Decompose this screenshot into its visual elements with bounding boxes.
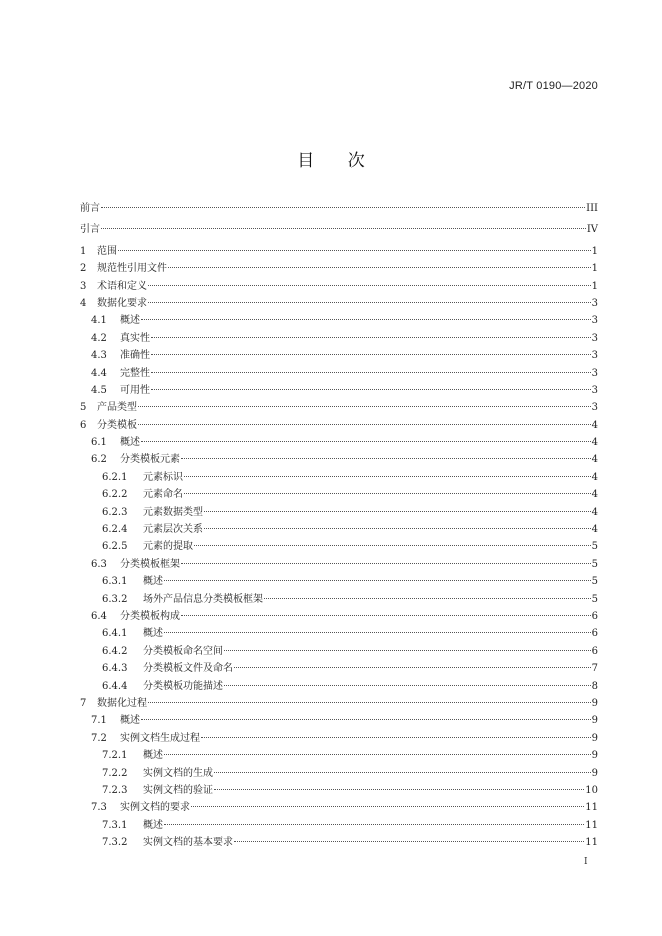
- toc-entry[interactable]: [80, 434, 598, 451]
- toc-entry-number: 7.3.1: [102, 819, 128, 831]
- toc-entry-page: 3: [591, 367, 598, 379]
- toc-leader-dots: [141, 719, 591, 720]
- toc-entry[interactable]: [80, 591, 598, 608]
- toc-entry-label: 实例文档的要求: [120, 802, 190, 814]
- toc-entry-page: III: [586, 203, 598, 214]
- toc-entry-label: 真实性: [120, 332, 150, 344]
- toc-entry[interactable]: [80, 556, 598, 573]
- toc-entry-label: 元素数据类型: [143, 506, 203, 518]
- toc-leader-dots: [141, 319, 591, 320]
- toc-entry-number: 6.4.2: [102, 645, 128, 657]
- toc-entry[interactable]: [80, 504, 598, 521]
- toc-entry[interactable]: [80, 347, 598, 364]
- toc-entry[interactable]: [80, 747, 598, 764]
- toc-entry-page: 5: [591, 593, 598, 605]
- toc-entry[interactable]: [80, 834, 598, 851]
- toc-leader-dots: [201, 737, 591, 738]
- toc-entry-number: 7.3: [91, 802, 107, 814]
- toc-leader-dots: [204, 511, 591, 512]
- toc-entry-page: 5: [591, 541, 598, 553]
- toc-entry[interactable]: [80, 330, 598, 347]
- toc-entry[interactable]: [80, 295, 598, 312]
- toc-entry-page: 3: [591, 384, 598, 396]
- toc-leader-dots: [204, 528, 591, 529]
- toc-entry-page: 1: [591, 263, 598, 275]
- toc-entry-label: 概述: [143, 819, 163, 831]
- toc-entry-page: 4: [591, 506, 598, 518]
- toc-leader-dots: [264, 598, 591, 599]
- toc-entry-page: 9: [591, 697, 598, 709]
- toc-entry-number: 5: [80, 402, 87, 414]
- toc-entry-number: 6.2.4: [102, 524, 128, 536]
- toc-entry-label: 术语和定义: [97, 280, 147, 292]
- toc-entry-label: 实例文档生成过程: [120, 732, 200, 744]
- toc-entry-page: 3: [591, 402, 598, 414]
- toc-entry-label: 规范性引用文件: [97, 263, 167, 275]
- toc-entry[interactable]: [80, 451, 598, 468]
- toc-entry-page: 9: [591, 750, 598, 762]
- toc-entry-label: 范围: [97, 245, 117, 257]
- toc-entry-label: 场外产品信息分类模板框架: [143, 593, 263, 605]
- toc-entry-label: 可用性: [120, 384, 150, 396]
- toc-entry-page: 4: [591, 524, 598, 536]
- toc-entry-page: 6: [591, 610, 598, 622]
- toc-entry-label: 实例文档的生成: [143, 767, 213, 779]
- toc-entry-page: 9: [591, 767, 598, 779]
- toc-entry-number: 6.1: [91, 437, 107, 449]
- toc-entry-number: 6.4.4: [102, 680, 128, 692]
- toc-entry-page: 11: [585, 802, 598, 814]
- toc-entry[interactable]: [80, 417, 598, 434]
- toc-leader-dots: [148, 302, 591, 303]
- toc-entry[interactable]: [80, 678, 598, 695]
- toc-leader-dots: [148, 285, 591, 286]
- toc-entry-label: 分类模板构成: [120, 610, 180, 622]
- toc-entry[interactable]: [80, 625, 598, 642]
- toc-entry-number: 6.2.3: [102, 506, 128, 518]
- toc-entry[interactable]: [80, 382, 598, 399]
- toc-entry[interactable]: [80, 260, 598, 277]
- toc-leader-dots: [194, 545, 591, 546]
- toc-entry-page: 1: [591, 245, 598, 257]
- toc-entry-label: 引言: [80, 224, 100, 236]
- toc-entry[interactable]: [80, 278, 598, 295]
- toc-entry-page: 3: [591, 297, 598, 309]
- toc-entry-number: 7.2.1: [102, 750, 128, 762]
- toc-entry-label: 分类模板文件及命名: [143, 663, 233, 675]
- toc-leader-dots: [214, 789, 584, 790]
- toc-entry-label: 数据化要求: [97, 297, 147, 309]
- toc-entry-label: 元素层次关系: [143, 524, 203, 536]
- toc-entry-page: 7: [591, 663, 598, 675]
- toc-entry[interactable]: [80, 538, 598, 555]
- toc-entry-page: 10: [585, 784, 598, 796]
- toc-entry-number: 7.2: [91, 732, 107, 744]
- toc-leader-dots: [148, 702, 591, 703]
- toc-leader-dots: [184, 493, 591, 494]
- toc-entry[interactable]: [80, 643, 598, 660]
- toc-entry-page: 4: [591, 419, 598, 431]
- toc-entry-number: 6.2.2: [102, 489, 128, 501]
- toc-entry-label: 概述: [120, 437, 140, 449]
- toc-entry[interactable]: [80, 799, 598, 816]
- page-title: 目 次: [297, 151, 379, 171]
- toc-entry-page: 8: [591, 680, 598, 692]
- toc-entry-number: 6.3.2: [102, 593, 128, 605]
- toc-entry-label: 概述: [120, 715, 140, 727]
- toc-entry-number: 4: [80, 297, 87, 309]
- toc-leader-dots: [224, 650, 591, 651]
- toc-leader-dots: [164, 580, 591, 581]
- toc-entry[interactable]: [80, 608, 598, 625]
- toc-entry-label: 准确性: [120, 350, 150, 362]
- toc-entry-number: 6.3.1: [102, 576, 128, 588]
- toc-leader-dots: [151, 337, 591, 338]
- toc-leader-dots: [164, 632, 591, 633]
- toc-leader-dots: [138, 406, 591, 407]
- page-number: I: [584, 857, 588, 867]
- toc-entry-label: 分类模板命名空间: [143, 645, 223, 657]
- toc-entry-label: 完整性: [120, 367, 150, 379]
- toc-entry-number: 6.4.3: [102, 663, 128, 675]
- toc-leader-dots: [181, 458, 591, 459]
- toc-entry[interactable]: [80, 221, 598, 238]
- toc-leader-dots: [181, 563, 591, 564]
- toc-entry-number: 4.2: [91, 332, 107, 344]
- toc-entry-number: 7.1: [91, 715, 107, 727]
- toc-leader-dots: [234, 841, 584, 842]
- toc-entry-page: 5: [591, 558, 598, 570]
- toc-entry-number: 6.4: [91, 610, 107, 622]
- toc-entry-page: 1: [591, 280, 598, 292]
- toc-entry-page: 3: [591, 315, 598, 327]
- toc-leader-dots: [234, 667, 591, 668]
- toc-entry-number: 7.2.2: [102, 767, 128, 779]
- document-code: JR/T 0190—2020: [509, 80, 598, 92]
- toc-leader-dots: [224, 685, 591, 686]
- toc-entry-number: 2: [80, 263, 87, 275]
- toc-entry-label: 分类模板框架: [120, 558, 180, 570]
- toc-entry-label: 产品类型: [97, 402, 137, 414]
- toc-entry-number: 3: [80, 280, 87, 292]
- toc-entry-number: 6.2: [91, 454, 107, 466]
- toc-leader-dots: [151, 354, 591, 355]
- toc-entry-label: 概述: [120, 315, 140, 327]
- toc-leader-dots: [181, 615, 591, 616]
- toc-entry-page: 6: [591, 645, 598, 657]
- toc-entry-page: 6: [591, 628, 598, 640]
- toc-entry-number: 6.4.1: [102, 628, 128, 640]
- toc-leader-dots: [214, 772, 591, 773]
- table-of-contents: [80, 200, 598, 851]
- toc-entry[interactable]: [80, 660, 598, 677]
- toc-entry[interactable]: [80, 312, 598, 329]
- toc-entry-number: 4.3: [91, 350, 107, 362]
- toc-entry-page: 9: [591, 715, 598, 727]
- toc-entry[interactable]: [80, 782, 598, 799]
- toc-entry-label: 元素的提取: [143, 541, 193, 553]
- toc-leader-dots: [118, 250, 591, 251]
- toc-entry-number: 6.2.1: [102, 471, 128, 483]
- toc-leader-dots: [101, 207, 585, 208]
- toc-entry[interactable]: [80, 521, 598, 538]
- toc-entry[interactable]: [80, 712, 598, 729]
- toc-leader-dots: [138, 424, 591, 425]
- toc-entry-number: 4.4: [91, 367, 107, 379]
- toc-entry-label: 元素标识: [143, 471, 183, 483]
- toc-leader-dots: [151, 389, 591, 390]
- toc-entry-page: 4: [591, 437, 598, 449]
- toc-leader-dots: [151, 372, 591, 373]
- toc-entry[interactable]: [80, 365, 598, 382]
- toc-entry[interactable]: [80, 486, 598, 503]
- toc-entry[interactable]: [80, 399, 598, 416]
- toc-entry-page: 3: [591, 332, 598, 344]
- toc-entry-number: 1: [80, 245, 87, 257]
- toc-entry-label: 数据化过程: [97, 697, 147, 709]
- toc-entry-number: 7: [80, 697, 87, 709]
- toc-entry-number: 4.5: [91, 384, 107, 396]
- toc-entry-number: 6.3: [91, 558, 107, 570]
- toc-entry-label: 分类模板元素: [120, 454, 180, 466]
- toc-entry[interactable]: [80, 730, 598, 747]
- toc-leader-dots: [191, 806, 584, 807]
- toc-entry-page: 3: [591, 350, 598, 362]
- toc-entry-label: 概述: [143, 628, 163, 640]
- toc-entry[interactable]: [80, 817, 598, 834]
- toc-leader-dots: [168, 267, 591, 268]
- toc-entry-label: 分类模板: [97, 419, 137, 431]
- toc-entry-page: 4: [591, 454, 598, 466]
- toc-entry-number: 6.2.5: [102, 541, 128, 553]
- toc-entry-number: 6: [80, 419, 87, 431]
- toc-entry-number: 7.3.2: [102, 837, 128, 849]
- toc-entry-page: IV: [586, 224, 598, 236]
- toc-entry[interactable]: [80, 695, 598, 712]
- toc-entry[interactable]: [80, 200, 598, 217]
- toc-entry[interactable]: [80, 765, 598, 782]
- toc-leader-dots: [141, 441, 591, 442]
- toc-leader-dots: [101, 228, 586, 229]
- toc-entry-page: 4: [591, 471, 598, 483]
- toc-entry-label: 前言: [80, 203, 100, 214]
- toc-entry-label: 实例文档的验证: [143, 784, 213, 796]
- toc-entry[interactable]: [80, 573, 598, 590]
- toc-entry-label: 概述: [143, 576, 163, 588]
- toc-leader-dots: [184, 476, 591, 477]
- toc-entry-page: 4: [591, 489, 598, 501]
- toc-leader-dots: [164, 754, 591, 755]
- toc-entry-page: 9: [591, 732, 598, 744]
- toc-entry-label: 分类模板功能描述: [143, 680, 223, 692]
- toc-entry-page: 11: [585, 819, 598, 831]
- toc-entry[interactable]: [80, 243, 598, 260]
- toc-entry-number: 7.2.3: [102, 784, 128, 796]
- toc-entry-number: 4.1: [91, 315, 107, 327]
- toc-entry-label: 元素命名: [143, 489, 183, 501]
- toc-entry-label: 实例文档的基本要求: [143, 837, 233, 849]
- toc-entry-page: 11: [585, 837, 598, 849]
- toc-entry-page: 5: [591, 576, 598, 588]
- toc-leader-dots: [164, 824, 584, 825]
- toc-entry-label: 概述: [143, 750, 163, 762]
- toc-entry[interactable]: [80, 469, 598, 486]
